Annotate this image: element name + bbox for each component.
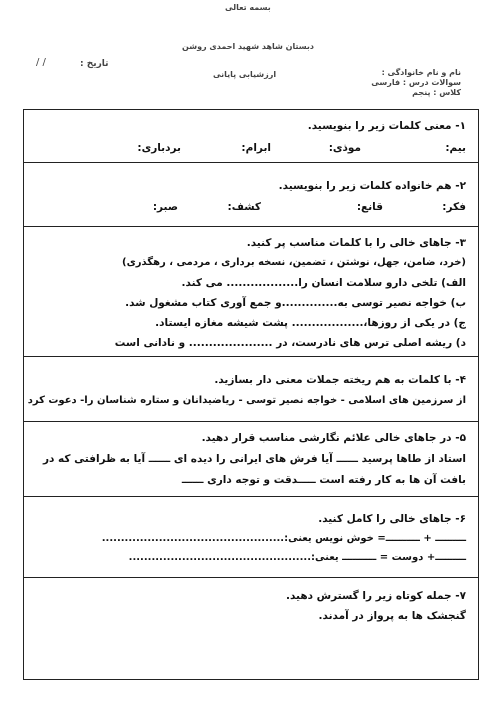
q3-word-bank: (خرد، ضامن، جهل، نوشتن ، تضمین، نسخه برداری ، مردمی ، رهگذری) (122, 257, 466, 268)
question-5-title: ۵- در جاهای خالی علائم نگارشی مناسب قرار دهید. (201, 432, 466, 444)
q5-line-2: بافت آن ها به کار رفته است ـــــدقت و توجه داری ــــــ (181, 474, 466, 486)
q3-item-a: الف) تلخی دارو سلامت انسان را.................. می کند. (181, 277, 466, 289)
basmala: بسمه تعالی (225, 3, 271, 12)
q1-word: ابرام: (241, 142, 271, 154)
divider (23, 577, 479, 578)
student-name-label: نام و نام خانوادگی : (381, 68, 461, 77)
q3-item-c: ج) در یکی از روزها،.................. پشت شیشه مغازه ایستاد. (155, 317, 466, 329)
divider (23, 226, 479, 227)
q1-word: بیم: (445, 142, 466, 154)
q2-word: قانع: (356, 201, 383, 213)
q2-word: کشف: (227, 201, 261, 213)
divider (23, 496, 479, 497)
q4-scrambled-words: از سرزمین های اسلامی - خواجه نصیر توسی - ریاضیدانان و ستاره شناسان را- دعوت کرد (27, 395, 466, 406)
question-7-title: ۷- جمله کوتاه زیر را گسترش دهید. (285, 590, 466, 602)
q1-word: بردباری: (137, 142, 181, 154)
date-label: تاریخ : (80, 59, 109, 69)
q3-item-d: د) ریشه اصلی ترس های نادرست، در ..................... و نادانی است (114, 337, 466, 349)
divider (23, 421, 479, 422)
exam-title: ارزشیابی پایانی (213, 70, 277, 79)
q1-word: موذی: (328, 142, 361, 154)
q6-line-1: ـــــــــ + ــــــــــ= خوش نویس یعنی:................................................ (101, 533, 466, 544)
question-6-title: ۶- جاهای خالی را کامل کنید. (318, 513, 466, 525)
question-2-title: ۲- هم خانواده کلمات زیر را بنویسید. (278, 180, 466, 192)
question-1-title: ۱- معنی کلمات زیر را بنویسید. (307, 120, 466, 132)
question-3-title: ۳- جاهای خالی را با کلمات مناسب پر کنید. (246, 237, 466, 249)
subject-label: سوالات درس : فارسی (371, 78, 461, 87)
q2-word: صبر: (152, 201, 178, 213)
divider (23, 162, 479, 163)
q2-word: فکر: (442, 201, 466, 213)
question-4-title: ۴- با کلمات به هم ریخته جملات معنی دار بسازید. (214, 374, 466, 386)
q6-line-2: ـــــــــ+ دوست = ــــــــــ یعنی:................................................ (128, 552, 466, 563)
date-field: / / (36, 57, 46, 68)
divider (23, 356, 479, 357)
class-label: کلاس : پنجم (412, 88, 461, 97)
q3-item-b: ب) خواجه نصیر توسی به..............و جمع آوری کتاب مشغول شد. (125, 297, 466, 309)
q5-line-1: استاد از طاها پرسید ــــــ آیا فرش های ایرانی را دیده ای ــــــ آیا به ظرافتی که در (42, 453, 466, 465)
school-name: دبستان شاهد شهید احمدی روشن (182, 42, 315, 51)
q7-sentence: گنجشک ها به پرواز در آمدند. (318, 610, 466, 622)
